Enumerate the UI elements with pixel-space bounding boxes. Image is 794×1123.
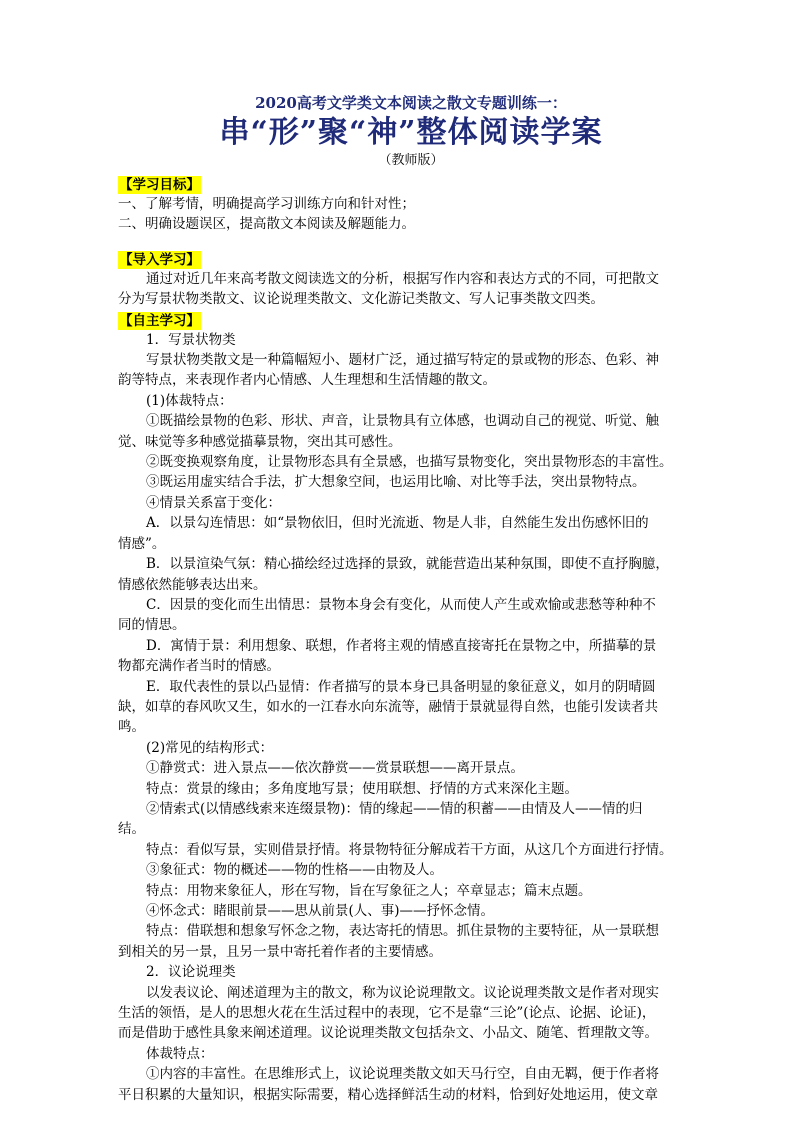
text-line: 以发表议论、阐述道理为主的散文，称为议论说理散文。议论说理类散文是作者对现实	[146, 984, 659, 1001]
text-line: 特点：用物来象征人，形在写物，旨在写象征之人；卒章显志；篇末点题。	[146, 882, 592, 899]
text-line: 缺，如草的春风吹又生，如水的一江春水向东流等，融情于景就显得自然，也能引发读者共	[118, 698, 658, 715]
text-line: D．寓情于景：利用想象、联想，作者将主观的情感直接寄托在景物之中，所描摹的景	[146, 637, 657, 654]
text-line: ④情景关系富于变化：	[146, 494, 281, 511]
text-line: C．因景的变化而生出情思：景物本身会有变化，从而使人产生或欢愉或悲愁等种种不	[146, 596, 656, 613]
text-line: (2)常见的结构形式：	[146, 739, 274, 756]
document-subtitle: 2020高考文学类文本阅读之散文专题训练一：	[255, 94, 567, 112]
text-line: ④怀念式：睹眼前景——思从前景(人、事)——抒怀念情。	[146, 903, 495, 919]
text-line: 结。	[118, 821, 145, 838]
text-line: 平日积累的大量知识，根据实际需要，精心选择鲜活生动的材料，恰到好处地运用，使文章	[118, 1086, 658, 1103]
text-line: 2．议论说理类	[146, 964, 236, 981]
text-line: 通过对近几年来高考散文阅读选文的分析，根据写作内容和表达方式的不同，可把散文	[146, 270, 659, 287]
text-line: 特点：赏景的缘由；多角度地写景；使用联想、抒情的方式来深化主题。	[146, 780, 578, 797]
intro-heading-row	[118, 249, 684, 269]
text-line: 特点：看似写景，实则借景抒情。将景物特征分解成若干方面，从这几个方面进行抒情。	[146, 841, 673, 858]
text-line: ①静赏式：进入景点——依次静赏——赏景联想——离开景点。	[146, 760, 524, 777]
intro-heading: 【导入学习】	[119, 251, 200, 268]
text-line: ①内容的丰富性。在思维形式上，议论说理类散文如天马行空，自由无羁，便于作者将	[146, 1066, 659, 1083]
text-line: (1)体裁特点：	[146, 392, 233, 409]
edition-label: （教师版）	[378, 153, 444, 168]
text-line: 同的情思。	[118, 617, 186, 634]
goals-list	[118, 194, 684, 235]
text-line: 分为写景状物类散文、议论说理类散文、文化游记类散文、写人记事类散文四类。	[118, 291, 604, 308]
text-line: 鸣。	[118, 719, 145, 736]
section-spacer	[118, 235, 684, 249]
text-line: 1．写景状物类	[146, 331, 236, 348]
text-line: ③象征式：物的概述——物的性格——由物及人。	[146, 862, 443, 879]
goals-heading: 【学习目标】	[119, 177, 200, 193]
text-line: 而是借助于感性具象来阐述道理。议论说理类散文包括杂文、小品文、随笔、哲理散文等。	[118, 1025, 658, 1042]
document-title: 串“形”聚“神”整体阅读学案	[219, 115, 603, 150]
document-page	[118, 92, 684, 1105]
text-line: ③既运用虚实结合手法，扩大想象空间，也运用比喻、对比等手法，突出景物特点。	[146, 474, 646, 491]
self-study-heading: 【自主学习】	[119, 312, 200, 329]
self-heading-row	[118, 310, 684, 330]
text-line: 生活的领悟，是人的思想火花在生活过程中的表现，它不是靠“三论”(论点、论据、论证)，	[118, 1005, 656, 1022]
intro-paragraph	[118, 269, 684, 310]
text-line: E．取代表性的景以凸显情：作者描写的景本身已具备明显的象征意义，如月的阴晴圆	[146, 678, 656, 695]
text-line: ①既描绘景物的色彩、形状、声音，让景物具有立体感，也调动自己的视觉、听觉、触	[146, 413, 659, 430]
text-line: 韵等特点，来表现作者内心情感、人生理想和生活情趣的散文。	[118, 372, 496, 389]
text-line: ②情索式(以情感线索来连缀景物)：情的缘起——情的积蓄——由情及人——情的归	[146, 800, 643, 817]
text-line: 到相关的另一景，且另一景中寄托着作者的主要情感。	[118, 943, 442, 960]
self-study-content	[118, 330, 684, 1105]
text-line: 写景状物类散文是一种篇幅短小、题材广泛，通过描写特定的景或物的形态、色彩、神	[146, 352, 659, 369]
text-line: 觉、味觉等多种感觉描摹景物，突出其可感性。	[118, 433, 402, 450]
text-line: A．以景勾连情思：如“景物依旧，但时光流逝、物是人非，自然能生发出伤感怀旧的	[146, 515, 649, 532]
text-line: 情感依然能够表达出来。	[118, 576, 267, 593]
text-line: ②既变换观察角度，让景物形态具有全景感，也描写景物变化，突出景物形态的丰富性。	[146, 454, 673, 471]
goal-item: 二、明确设题误区，提高散文本阅读及解题能力。	[118, 216, 415, 233]
text-line: 体裁特点：	[146, 1045, 214, 1062]
text-line: B．以景渲染气氛：精心描绘经过选择的景致，就能营造出某种氛围，即使不直抒胸臆，	[146, 556, 669, 573]
text-line: 物都充满作者当时的情感。	[118, 658, 280, 675]
text-line: 特点：借联想和想象写怀念之物，表达寄托的情思。抓住景物的主要特征，从一景联想	[146, 923, 659, 940]
text-line: 情感”。	[118, 535, 166, 552]
goal-item: 一、了解考情，明确提高学习训练方向和针对性；	[118, 196, 415, 212]
goals-heading-row	[118, 174, 684, 194]
